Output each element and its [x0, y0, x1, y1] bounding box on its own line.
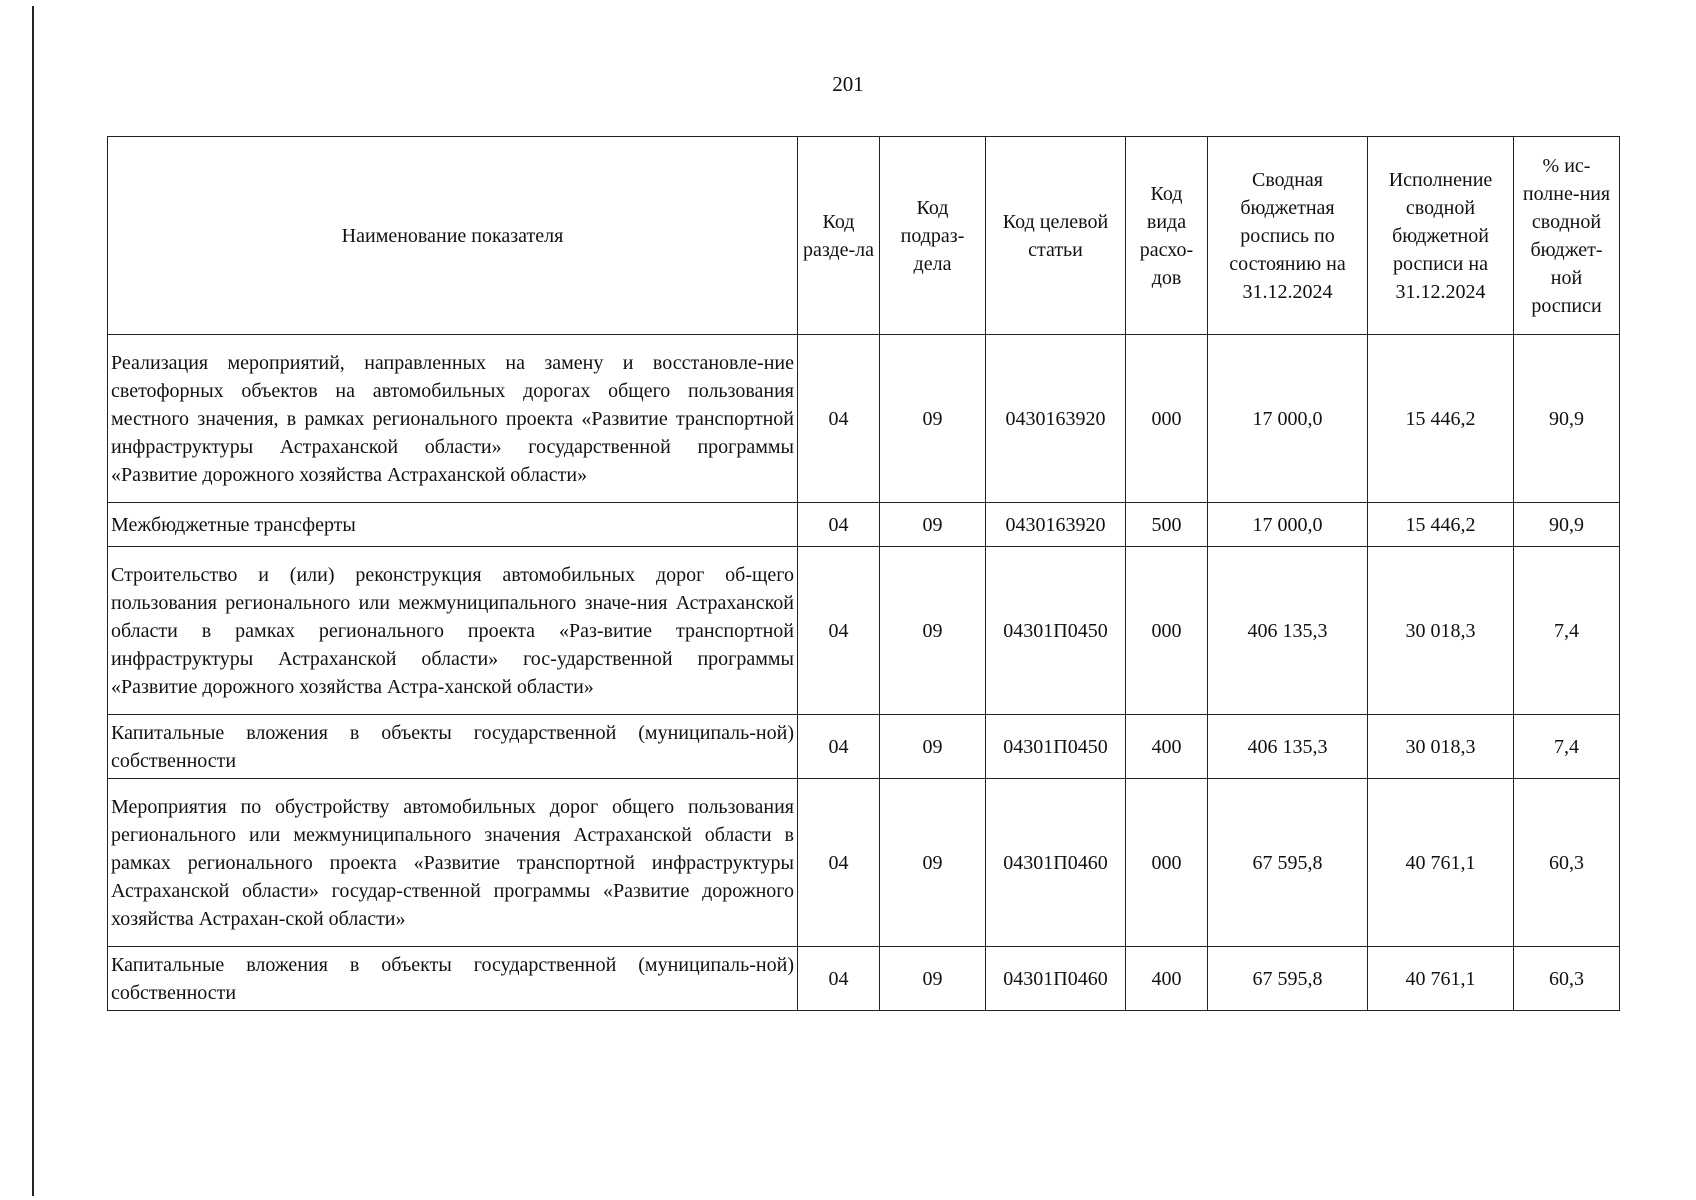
row-budget-execution: 15 446,2	[1368, 335, 1514, 503]
row-budget-execution: 40 761,1	[1368, 947, 1514, 1011]
row-subsection-code: 09	[880, 715, 986, 779]
row-name: Межбюджетные трансферты	[108, 503, 798, 547]
row-budget-plan: 17 000,0	[1208, 503, 1368, 547]
budget-execution-table	[107, 136, 1620, 1011]
header-section-code: Код разде-ла	[798, 137, 880, 335]
row-target-code: 0430163920	[986, 503, 1126, 547]
row-name: Мероприятия по обустройству автомобильных дорог общего пользования регионального или межмуниципального значения Астраханской области в рамках регионального проекта «Развитие транспортной инфраструктуры Астраханской области» государ-ственной программы «Развитие дорожного хозяйства Астрахан-ской области»	[108, 779, 798, 947]
header-subsection-code: Код подраз-дела	[880, 137, 986, 335]
row-section-code: 04	[798, 547, 880, 715]
row-subsection-code: 09	[880, 503, 986, 547]
header-execution-percent: % ис-полне-ния сводной бюджет-ной росписи	[1514, 137, 1620, 335]
row-section-code: 04	[798, 779, 880, 947]
row-expense-code: 000	[1126, 335, 1208, 503]
table-row	[108, 547, 1620, 715]
row-name: Строительство и (или) реконструкция автомобильных дорог об-щего пользования регионального или межмуниципального значе-ния Астраханской области в рамках регионального проекта «Раз-витие транспортной инфраструктуры Астраханской области» гос-ударственной программы «Развитие дорожного хозяйства Астра-ханской области»	[108, 547, 798, 715]
row-budget-plan: 406 135,3	[1208, 547, 1368, 715]
row-subsection-code: 09	[880, 779, 986, 947]
row-expense-code: 000	[1126, 547, 1208, 715]
row-budget-execution: 30 018,3	[1368, 715, 1514, 779]
header-budget-plan: Сводная бюджетная роспись по состоянию на 31.12.2024	[1208, 137, 1368, 335]
row-subsection-code: 09	[880, 947, 986, 1011]
row-target-code: 0430163920	[986, 335, 1126, 503]
row-name: Реализация мероприятий, направленных на замену и восстановле-ние светофорных объектов на автомобильных дорогах общего пользования местного значения, в рамках регионального проекта «Развитие транспортной инфраструктуры Астраханской области» государственной программы «Развитие дорожного хозяйства Астраханской области»	[108, 335, 798, 503]
row-budget-execution: 15 446,2	[1368, 503, 1514, 547]
row-section-code: 04	[798, 503, 880, 547]
row-expense-code: 400	[1126, 947, 1208, 1011]
row-budget-execution: 40 761,1	[1368, 779, 1514, 947]
row-expense-code: 500	[1126, 503, 1208, 547]
row-expense-code: 000	[1126, 779, 1208, 947]
row-name: Капитальные вложения в объекты государственной (муниципаль-ной) собственности	[108, 947, 798, 1011]
row-execution-percent: 7,4	[1514, 547, 1620, 715]
row-subsection-code: 09	[880, 335, 986, 503]
row-execution-percent: 90,9	[1514, 503, 1620, 547]
row-execution-percent: 7,4	[1514, 715, 1620, 779]
header-name: Наименование показателя	[108, 137, 798, 335]
row-budget-plan: 17 000,0	[1208, 335, 1368, 503]
row-execution-percent: 60,3	[1514, 947, 1620, 1011]
page-number: 201	[832, 72, 864, 96]
header-budget-execution: Исполнение сводной бюджетной росписи на 31.12.2024	[1368, 137, 1514, 335]
row-section-code: 04	[798, 335, 880, 503]
table-row	[108, 715, 1620, 779]
table-header-row	[108, 137, 1620, 335]
table-row	[108, 779, 1620, 947]
table-row	[108, 947, 1620, 1011]
row-target-code: 04301П0460	[986, 779, 1126, 947]
row-name: Капитальные вложения в объекты государственной (муниципаль-ной) собственности	[108, 715, 798, 779]
header-target-code: Код целевой статьи	[986, 137, 1126, 335]
row-section-code: 04	[798, 947, 880, 1011]
binding-margin-line	[32, 6, 34, 1196]
table-row	[108, 335, 1620, 503]
row-target-code: 04301П0450	[986, 715, 1126, 779]
row-budget-execution: 30 018,3	[1368, 547, 1514, 715]
row-subsection-code: 09	[880, 547, 986, 715]
row-target-code: 04301П0450	[986, 547, 1126, 715]
row-expense-code: 400	[1126, 715, 1208, 779]
row-budget-plan: 67 595,8	[1208, 779, 1368, 947]
row-budget-plan: 406 135,3	[1208, 715, 1368, 779]
row-section-code: 04	[798, 715, 880, 779]
row-execution-percent: 90,9	[1514, 335, 1620, 503]
row-target-code: 04301П0460	[986, 947, 1126, 1011]
row-execution-percent: 60,3	[1514, 779, 1620, 947]
row-budget-plan: 67 595,8	[1208, 947, 1368, 1011]
header-expense-type-code: Код вида расхо-дов	[1126, 137, 1208, 335]
table-row	[108, 503, 1620, 547]
